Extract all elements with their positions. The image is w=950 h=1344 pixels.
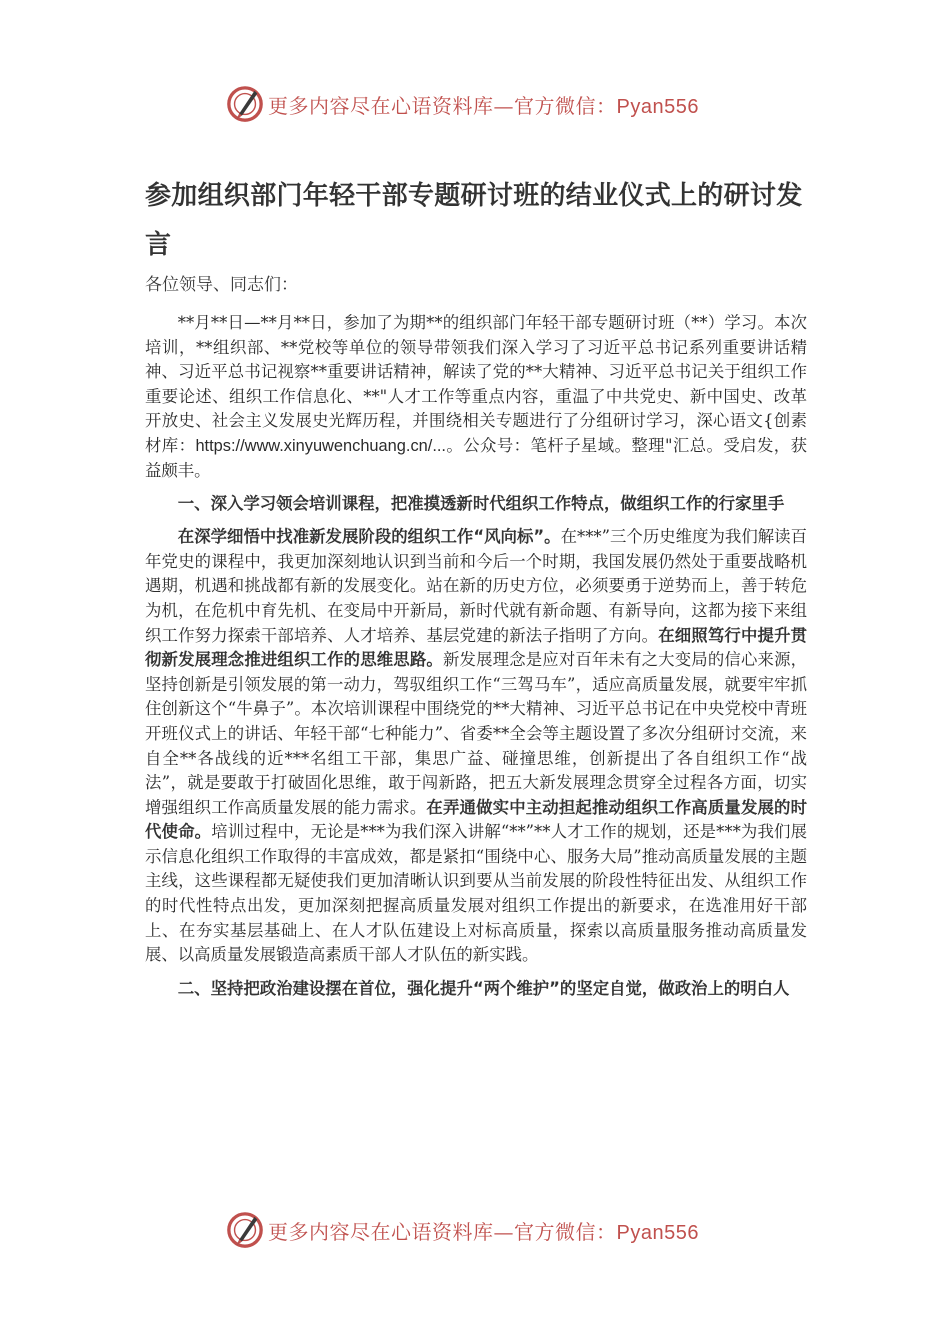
brush-logo-icon — [226, 1211, 264, 1249]
banner-text — [268, 90, 699, 119]
lead-sentence-3: 在弄通做实中主动担起推动组织工作高质量发展的时代使命。 — [145, 797, 808, 842]
body-text-3: 培训过程中，无论是***为我们深入讲解“**”**人才工作的规划，还是***为我们展示信息化组织工作取得的丰富成效，都是紧扣“围绕中心、服务大局”推动高质量发展的主题主线，这些课程都无疑使我们更加清晰认识到要从当前发展的阶段性特征出发、从组织工作的时代性特点出发，更加深刻把握高质量发展对组织工作提出的新要求，在选准用好干部上、在夯实基层基础上、在人才队伍建设上对标高质量，探索以高质量服务推动高质量发展、以高质量发展锻造高素质干部人才队伍的新实践。 — [145, 822, 807, 965]
intro-text-a: **月**日—**月**日，参加了为期**的组织部门年轻干部专题研讨班（**）学习。本次培训，**组织部、**党校等单位的领导带领我们深入学习了习近平总书记系列重要讲话精神、习近平总书记视察**重要讲话精神，解读了党的**大精神、习近平总书记关于组织工作重要论述、组织工作信息化、**"人才工作等重点内容，重温了中共党史、新中国史、改革开放史、社会主义发展史光辉历程，并围绕相关专题进行了分组研讨学习，深心语文{创素材库： — [145, 313, 807, 455]
section-heading-1: 一、深入学习领会培训课程，把准摸透新时代组织工作特点，做组织工作的行家里手 — [177, 494, 785, 514]
body-text-2: 新发展理念是应对百年未有之大变局的信心来源，坚持创新是引领发展的第一动力，驾驭组织工作“三驾马车”，适应高质量发展，就要牢牢抓住创新这个“牛鼻子”。本次培训课程中围绕党的**大精神、习近平总书记在中央党校中青班开班仪式上的讲话、年轻干部“七种能力”、省委**全会等主题设置了多次分组研讨交流，来自全**各战线的近***名组工干部，集思广益、碰撞思维，创新提出了各自组织工作“战法”，就是要敢于打破固化思维，敢于闯新路，把五大新发展理念贯穿全过程各方面，切实增强组织工作高质量发展的能力需求。 — [145, 650, 808, 817]
intro-text-b: 。公众号：笔杆子星域。整理"汇总。受启发，获益颇丰。 — [145, 435, 807, 480]
banner-wechat-id: Pyan556 — [616, 95, 699, 118]
intro-url: https://www.xinyuwenchuang.cn/... — [195, 436, 446, 455]
brush-logo-icon — [226, 85, 264, 123]
lead-sentence-1: 在深学细悟中找准新发展阶段的组织工作“风向标”。 — [177, 527, 561, 547]
document-title: 参加组织部门年轻干部专题研讨班的结业仪式上的研讨发言 — [145, 181, 803, 260]
footer-banner — [226, 1208, 746, 1252]
lead-sentence-2: 在细照笃行中提升贯彻新发展理念推进组织工作的思维思路。 — [145, 625, 808, 670]
banner-wechat-id: Pyan556 — [616, 1221, 699, 1244]
intro-paragraph — [145, 311, 807, 483]
body-text-1: 在***”三个历史维度为我们解读百年党史的课程中，我更加深刻地认识到当前和今后一个时期，我国发展仍然处于重要战略机遇期，机遇和挑战都有新的发展变化。站在新的历史方位，必须要勇于逆势而上，善于转危为机，在危机中育先机、在变局中开新局，新时代就有新命题、有新导向，这都为接下来组织工作努力探索干部培养、人才培养、基层党建的新法子指明了方向。 — [145, 527, 807, 645]
greeting: 各位领导、同志们： — [145, 275, 298, 295]
section-heading-2: 二、坚持把政治建设摆在首位，强化提升“两个维护”的坚定自觉，做政治上的明白人 — [177, 978, 790, 998]
banner-slogan: 更多内容尽在心语资料库—官方微信： — [268, 1219, 617, 1244]
document-body — [145, 172, 807, 1010]
header-banner — [226, 82, 746, 126]
banner-slogan: 更多内容尽在心语资料库—官方微信： — [268, 93, 617, 118]
section-1-paragraph — [145, 525, 807, 968]
banner-text — [268, 1216, 699, 1245]
